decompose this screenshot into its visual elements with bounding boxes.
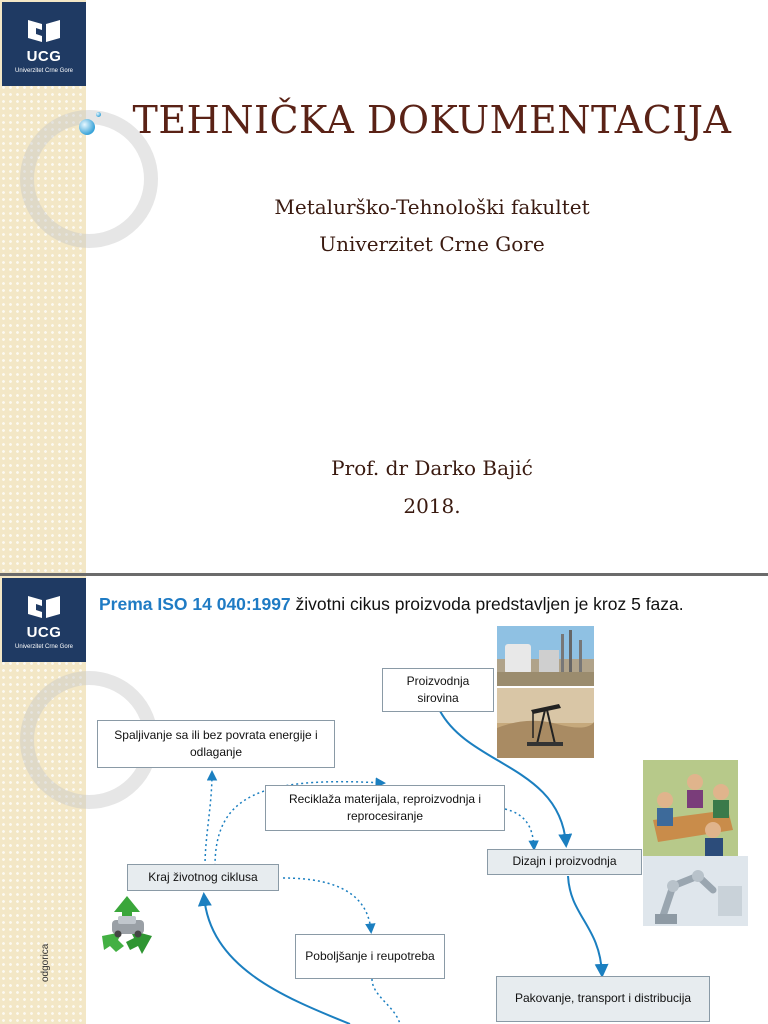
meeting-clipart xyxy=(643,760,738,856)
oil-pump-photo xyxy=(497,688,594,758)
faculty-name: Metalurško-Tehnološki fakultet xyxy=(274,195,590,219)
arrow-endlife-to-incineration xyxy=(205,773,212,866)
author-name: Prof. dr Darko Bajić xyxy=(331,456,533,480)
box-packaging: Pakovanje, transport i distribucija xyxy=(496,976,710,1022)
arrow-improvement-down xyxy=(372,979,400,1024)
oil-pump-image xyxy=(497,688,594,758)
box-recycling: Reciklaža materijala, reproizvodnja i reprocesiranje xyxy=(265,785,505,831)
robot-photo xyxy=(643,856,748,926)
lifecycle-slide xyxy=(0,576,768,1024)
book-icon xyxy=(26,16,62,44)
robot-image xyxy=(643,856,748,926)
box-design-production: Dizajn i proizvodnja xyxy=(487,849,642,875)
meeting-image xyxy=(643,760,738,856)
refinery-photo xyxy=(497,626,594,686)
box-raw-materials: Proizvodnja sirovina xyxy=(382,668,494,712)
logo-abbr: UCG xyxy=(26,624,62,641)
recycle-car-clipart xyxy=(94,892,160,958)
refinery-image xyxy=(497,626,594,686)
logo-name: Univerzitet Crne Gore xyxy=(14,644,74,650)
recycle-icon xyxy=(94,892,160,958)
headline-standard: Prema ISO 14 040:1997 xyxy=(99,594,291,614)
side-vertical-text: odgorica xyxy=(40,943,51,982)
presentation-title: TEHNIČKA DOKUMENTACIJA xyxy=(132,98,732,142)
year: 2018. xyxy=(403,494,461,518)
box-incineration: Spaljivanje sa ili bez povrata energije i odlaganje xyxy=(97,720,335,768)
logo-name: Univerzitet Crne Gore xyxy=(14,68,74,74)
arrow-endlife-to-improvement xyxy=(283,878,371,931)
arrow-design-to-packaging xyxy=(568,876,602,974)
box-improvement-reuse: Poboljšanje i reupotreba xyxy=(295,934,445,979)
arrow-recycling-to-design xyxy=(505,809,534,848)
bubble-decoration xyxy=(79,119,95,135)
box-end-of-life: Kraj životnog ciklusa xyxy=(127,864,279,891)
ucg-logo xyxy=(2,2,86,86)
university-name: Univerzitet Crne Gore xyxy=(319,232,545,256)
logo-abbr: UCG xyxy=(26,48,62,65)
headline-text: životni cikus proizvoda predstavljen je kroz 5 faza. xyxy=(290,594,684,614)
